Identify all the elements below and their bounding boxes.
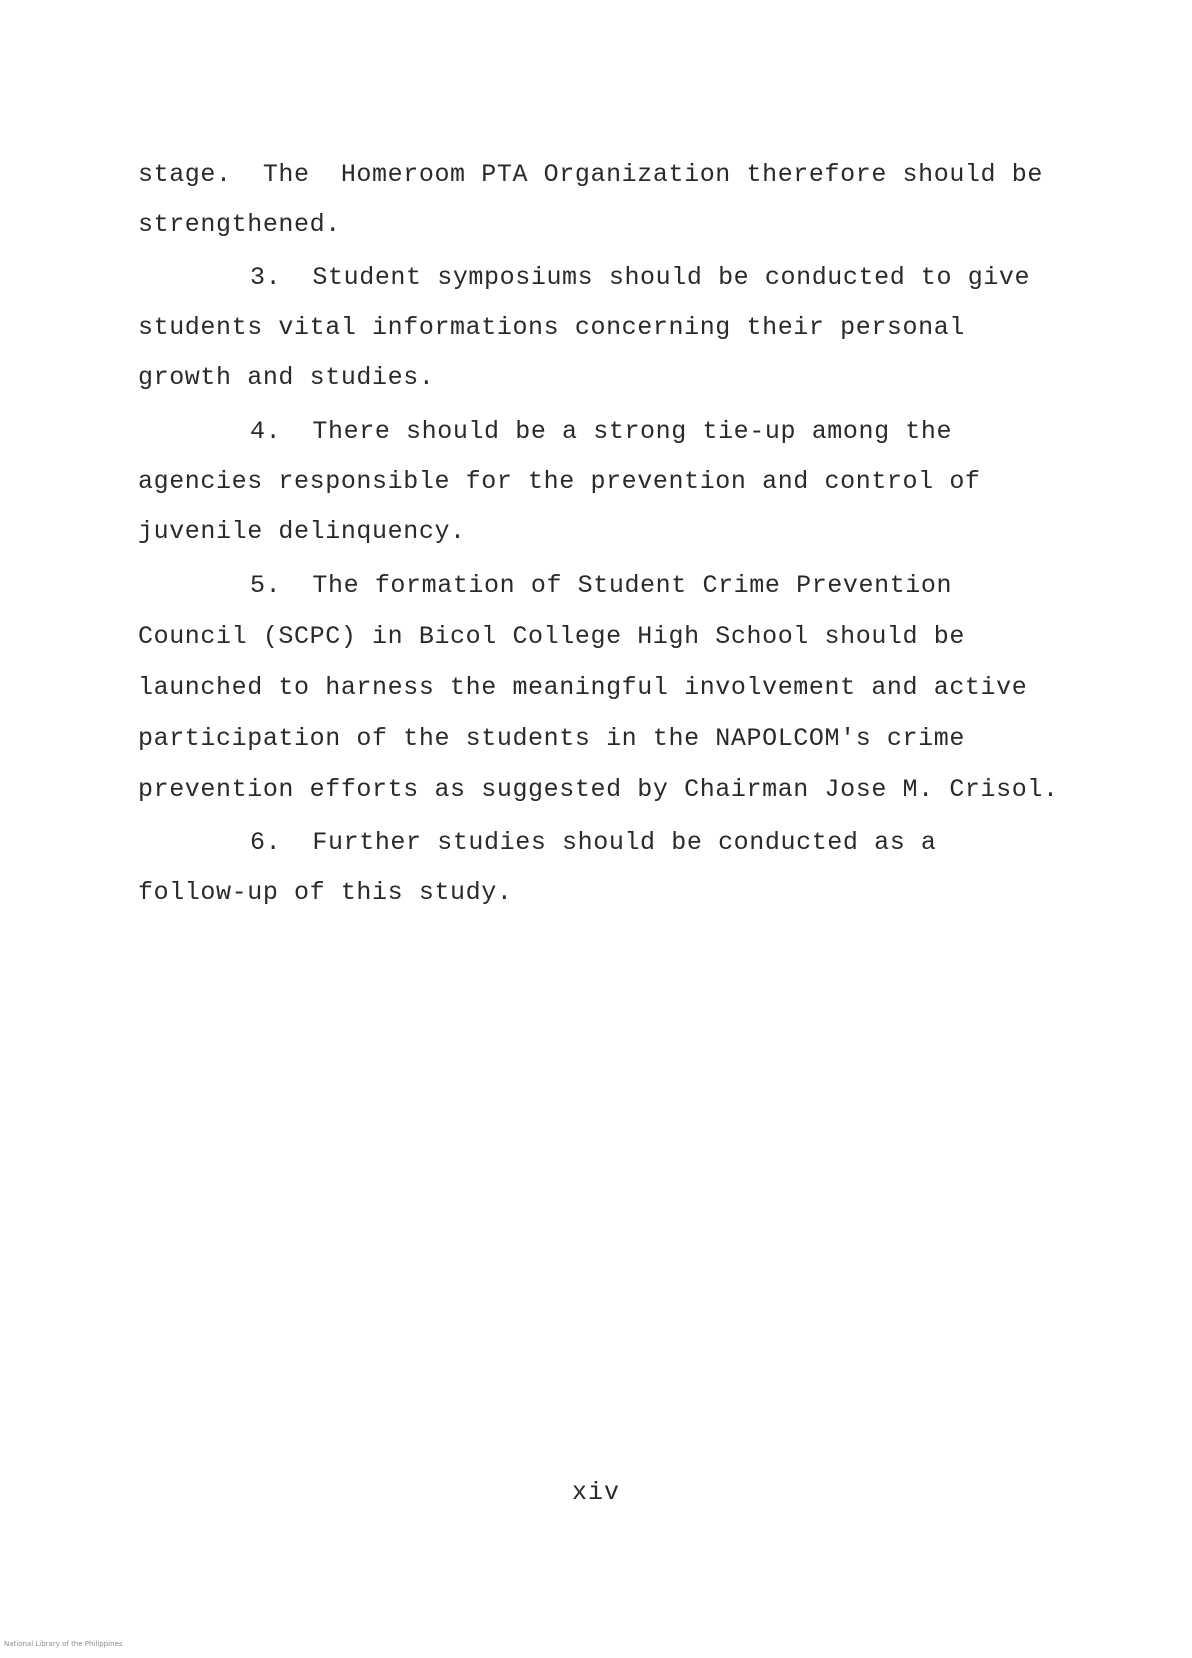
paragraph-line: strengthened. (138, 210, 341, 239)
item-4-line-2: agencies responsible for the prevention and control of (138, 467, 981, 496)
item-5-line-5: prevention efforts as suggested by Chairman Jose M. Crisol. (138, 775, 1059, 804)
item-3-line-1: 3. Student symposiums should be conducted to give (250, 263, 1031, 292)
item-5-line-2: Council (SCPC) in Bicol College High School should be (138, 622, 965, 651)
item-6-line-1: 6. Further studies should be conducted as a (250, 828, 937, 857)
footer-watermark: National Library of the Philippines (4, 1640, 123, 1648)
item-5-line-3: launched to harness the meaningful involvement and active (138, 673, 1028, 702)
item-5-line-1: 5. The formation of Student Crime Prevention (250, 571, 953, 600)
item-3-line-2: students vital informations concerning their personal (138, 313, 965, 342)
item-3-line-3: growth and studies. (138, 363, 435, 392)
item-5-line-4: participation of the students in the NAPOLCOM's crime (138, 724, 965, 753)
item-4-line-3: juvenile delinquency. (138, 517, 466, 546)
paragraph-line: stage. The Homeroom PTA Organization therefore should be (138, 160, 1043, 189)
item-6-line-2: follow-up of this study. (138, 878, 513, 907)
page-number: xiv (571, 1478, 620, 1507)
item-4-line-1: 4. There should be a strong tie-up among the (250, 417, 953, 446)
